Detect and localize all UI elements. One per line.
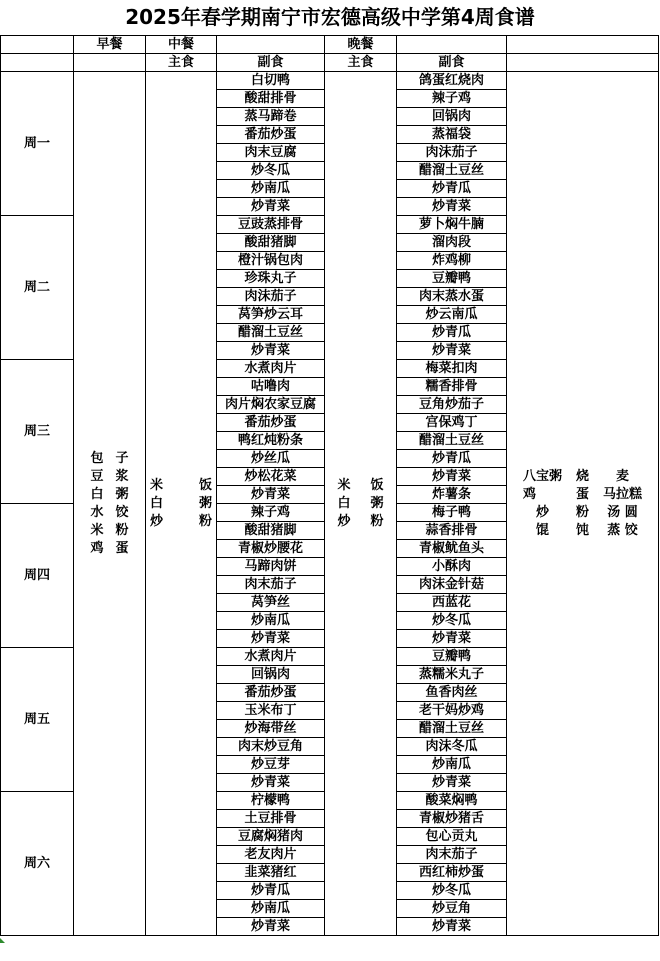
- lunch-dish: 青椒炒腰花: [217, 540, 325, 558]
- breakfast-cell-item: 豆: [90, 469, 104, 484]
- lunch-staple-cell-list: [146, 477, 216, 530]
- lunch-dish: 炒青菜: [217, 774, 325, 792]
- dinner-dish: 炒云南瓜: [397, 306, 507, 324]
- lunch-dish: 酸甜排骨: [217, 90, 325, 108]
- lunch-dish: 炒青菜: [217, 486, 325, 504]
- lunch-dish: 莴笋丝: [217, 594, 325, 612]
- lunch-dish: 炒青菜: [217, 630, 325, 648]
- breakfast-cell: [74, 72, 146, 936]
- lunch-dish: 炒青菜: [217, 918, 325, 936]
- dinner-dish: 炒南瓜: [397, 756, 507, 774]
- snack-cell-item: 烧: [575, 469, 589, 484]
- header-corner: [1, 36, 74, 54]
- dinner-dish: 炒青菜: [397, 918, 507, 936]
- dinner-staple-cell-item: 炒: [337, 514, 351, 529]
- dinner-dish: 醋溜土豆丝: [397, 720, 507, 738]
- dinner-dish: 蒜香排骨: [397, 522, 507, 540]
- dinner-dish: 炸薯条: [397, 486, 507, 504]
- dinner-dish: 炒冬瓜: [397, 612, 507, 630]
- lunch-dish: 炒豆芽: [217, 756, 325, 774]
- dinner-dish: 肉沫金针菇: [397, 576, 507, 594]
- lunch-dish: 莴笋炒云耳: [217, 306, 325, 324]
- breakfast-cell-item: 粥: [115, 487, 129, 502]
- dinner-dish: 肉沫冬瓜: [397, 738, 507, 756]
- lunch-dish: 玉米布丁: [217, 702, 325, 720]
- lunch-dish: 酸甜猪脚: [217, 234, 325, 252]
- snack-cell-item: 粉: [575, 505, 589, 520]
- lunch-dish: 柠檬鸭: [217, 792, 325, 810]
- dinner-dish: 老干妈炒鸡: [397, 702, 507, 720]
- dinner-staple-cell-list: [325, 477, 396, 530]
- lunch-dish: 回锅肉: [217, 666, 325, 684]
- header-row-1: [1, 36, 659, 54]
- lunch-dish: 炒南瓜: [217, 900, 325, 918]
- day-label: 周三: [1, 360, 74, 504]
- breakfast-cell-item: 白: [90, 487, 104, 502]
- breakfast-cell-item: 浆: [115, 469, 129, 484]
- lunch-staple-cell-item: 饭: [199, 478, 213, 493]
- dinner-dish: 青椒炒猪舌: [397, 810, 507, 828]
- dinner-dish: 炒青菜: [397, 198, 507, 216]
- dinner-dish: 炒豆角: [397, 900, 507, 918]
- lunch-staple-cell-item: 白: [149, 496, 163, 511]
- lunch-dish: 珍珠丸子: [217, 270, 325, 288]
- lunch-staple-cell-item: 粉: [199, 514, 213, 529]
- dinner-dish: 炒冬瓜: [397, 882, 507, 900]
- dinner-staple-cell-item: 白: [337, 496, 351, 511]
- lunch-staple-cell: [146, 72, 217, 936]
- lunch-dish: 水煮肉片: [217, 648, 325, 666]
- lunch-dish: 炒青瓜: [217, 882, 325, 900]
- lunch-dish: 韭菜猪红: [217, 864, 325, 882]
- lunch-dish: 白切鸭: [217, 72, 325, 90]
- lunch-dish: 番茄炒蛋: [217, 684, 325, 702]
- lunch-dish: 肉片焖农家豆腐: [217, 396, 325, 414]
- dinner-dish: 鸽蛋红烧肉: [397, 72, 507, 90]
- breakfast-cell-item: 米: [90, 523, 104, 538]
- snack-cell-item: 馄: [535, 523, 549, 538]
- dinner-dish: 鱼香肉丝: [397, 684, 507, 702]
- lunch-dish: 马蹄肉饼: [217, 558, 325, 576]
- dinner-dish: 萝卜焖牛腩: [397, 216, 507, 234]
- dinner-dish: 西蓝花: [397, 594, 507, 612]
- snack-cell-item: 鸡: [522, 487, 536, 502]
- lunch-dish: 番茄炒蛋: [217, 414, 325, 432]
- snack-cell-item: 八宝粥: [522, 469, 562, 484]
- header-dinner-empty: [397, 36, 507, 54]
- dinner-dish: 回锅肉: [397, 108, 507, 126]
- dinner-dish: 宫保鸡丁: [397, 414, 507, 432]
- dinner-dish: 溜肉段: [397, 234, 507, 252]
- snack-cell-list: [507, 468, 658, 539]
- breakfast-cell-item: 饺: [115, 505, 129, 520]
- dinner-dish: 炒青瓜: [397, 180, 507, 198]
- day-label: 周二: [1, 216, 74, 360]
- dinner-dish: 青椒鱿鱼头: [397, 540, 507, 558]
- dinner-dish: 醋溜土豆丝: [397, 162, 507, 180]
- header-breakfast: 早餐: [74, 36, 146, 54]
- header-lunch-side: 副食: [217, 54, 325, 72]
- dinner-dish: 醋溜土豆丝: [397, 432, 507, 450]
- lunch-staple-cell-item: 粥: [199, 496, 213, 511]
- dinner-dish: 炸鸡柳: [397, 252, 507, 270]
- day-label: 周一: [1, 72, 74, 216]
- dinner-staple-cell-item: 米: [337, 478, 351, 493]
- dinner-dish: 酸菜焖鸭: [397, 792, 507, 810]
- snack-cell-item: 麦: [616, 469, 630, 484]
- lunch-dish: 炒丝瓜: [217, 450, 325, 468]
- corner-marker: [0, 938, 5, 943]
- dinner-dish: 辣子鸡: [397, 90, 507, 108]
- header-dinner: 晚餐: [325, 36, 397, 54]
- day-label: 周六: [1, 792, 74, 936]
- lunch-dish: 炒青菜: [217, 342, 325, 360]
- header2-corner: [1, 54, 74, 72]
- day-label: 周四: [1, 504, 74, 648]
- lunch-dish: 豆腐焖猪肉: [217, 828, 325, 846]
- lunch-dish: 水煮肉片: [217, 360, 325, 378]
- lunch-dish: 醋溜土豆丝: [217, 324, 325, 342]
- lunch-dish: 炒海带丝: [217, 720, 325, 738]
- header-dinner-side: 副食: [397, 54, 507, 72]
- lunch-dish: 土豆排骨: [217, 810, 325, 828]
- day-label: 周五: [1, 648, 74, 792]
- header2-breakfast: [74, 54, 146, 72]
- breakfast-cell-item: 子: [115, 451, 129, 466]
- dinner-dish: 豆瓣鸭: [397, 270, 507, 288]
- breakfast-cell-item: 水: [90, 505, 104, 520]
- dinner-dish: 豆角炒茄子: [397, 396, 507, 414]
- lunch-dish: 肉末豆腐: [217, 144, 325, 162]
- lunch-staple-cell-item: 米: [149, 478, 163, 493]
- snack-cell-item: 汤 圆: [607, 505, 638, 520]
- dinner-dish: 梅子鸭: [397, 504, 507, 522]
- header-row-2: [1, 54, 659, 72]
- lunch-dish: 炒松花菜: [217, 468, 325, 486]
- dinner-dish: 炒青菜: [397, 342, 507, 360]
- lunch-dish: 肉末茄子: [217, 576, 325, 594]
- snack-cell-item: 炒: [535, 505, 549, 520]
- dinner-dish: 西红柿炒蛋: [397, 864, 507, 882]
- lunch-dish: 咕噜肉: [217, 378, 325, 396]
- dinner-staple-cell-item: 粉: [370, 514, 384, 529]
- header-snack-empty: [507, 36, 659, 54]
- snack-cell-item: 蛋: [575, 487, 589, 502]
- menu-table: [0, 35, 659, 936]
- dinner-dish: 肉末蒸水蛋: [397, 288, 507, 306]
- dinner-dish: 炒青菜: [397, 468, 507, 486]
- breakfast-cell-item: 包: [90, 451, 104, 466]
- dinner-dish: 包心贡丸: [397, 828, 507, 846]
- dinner-dish: 蒸福袋: [397, 126, 507, 144]
- dinner-staple-cell-item: 饭: [370, 478, 384, 493]
- lunch-dish: 酸甜猪脚: [217, 522, 325, 540]
- dinner-dish: 小酥肉: [397, 558, 507, 576]
- lunch-dish: 炒冬瓜: [217, 162, 325, 180]
- dinner-dish: 梅菜扣肉: [397, 360, 507, 378]
- lunch-dish: 肉沫茄子: [217, 288, 325, 306]
- lunch-dish: 炒青菜: [217, 198, 325, 216]
- lunch-staple-cell-item: 炒: [149, 514, 163, 529]
- dinner-dish: 肉沫茄子: [397, 144, 507, 162]
- header-lunch-empty: [217, 36, 325, 54]
- lunch-dish: 老友肉片: [217, 846, 325, 864]
- dinner-dish: 蒸糯米丸子: [397, 666, 507, 684]
- page-title: 2025年春学期南宁市宏德高级中学第4周食谱: [125, 5, 535, 29]
- dinner-dish: 炒青菜: [397, 630, 507, 648]
- dinner-dish: 豆瓣鸭: [397, 648, 507, 666]
- lunch-dish: 鸭红炖粉条: [217, 432, 325, 450]
- table-row: [1, 72, 659, 90]
- snack-cell-item: 马拉糕: [603, 487, 643, 502]
- lunch-dish: 辣子鸡: [217, 504, 325, 522]
- header-lunch: 中餐: [146, 36, 217, 54]
- lunch-dish: 炒南瓜: [217, 612, 325, 630]
- header2-snack: [507, 54, 659, 72]
- lunch-dish: 橙汁锅包肉: [217, 252, 325, 270]
- breakfast-cell-item: 蛋: [115, 541, 129, 556]
- lunch-dish: 肉末炒豆角: [217, 738, 325, 756]
- breakfast-cell-item: 鸡: [90, 541, 104, 556]
- dinner-dish: 炒青菜: [397, 774, 507, 792]
- snack-cell: [507, 72, 659, 936]
- lunch-dish: 蒸马蹄卷: [217, 108, 325, 126]
- breakfast-cell-item: 粉: [115, 523, 129, 538]
- header-dinner-staple: 主食: [325, 54, 397, 72]
- dinner-dish: 炒青瓜: [397, 324, 507, 342]
- lunch-dish: 番茄炒蛋: [217, 126, 325, 144]
- menu-body: [1, 72, 659, 936]
- dinner-staple-cell-item: 粥: [370, 496, 384, 511]
- snack-cell-item: 饨: [575, 523, 589, 538]
- breakfast-cell-list: [74, 450, 145, 557]
- dinner-staple-cell: [325, 72, 397, 936]
- dinner-dish: 糯香排骨: [397, 378, 507, 396]
- lunch-dish: 炒南瓜: [217, 180, 325, 198]
- header-lunch-staple: 主食: [146, 54, 217, 72]
- snack-cell-item: 蒸 饺: [607, 523, 638, 538]
- lunch-dish: 豆豉蒸排骨: [217, 216, 325, 234]
- dinner-dish: 肉末茄子: [397, 846, 507, 864]
- dinner-dish: 炒青瓜: [397, 450, 507, 468]
